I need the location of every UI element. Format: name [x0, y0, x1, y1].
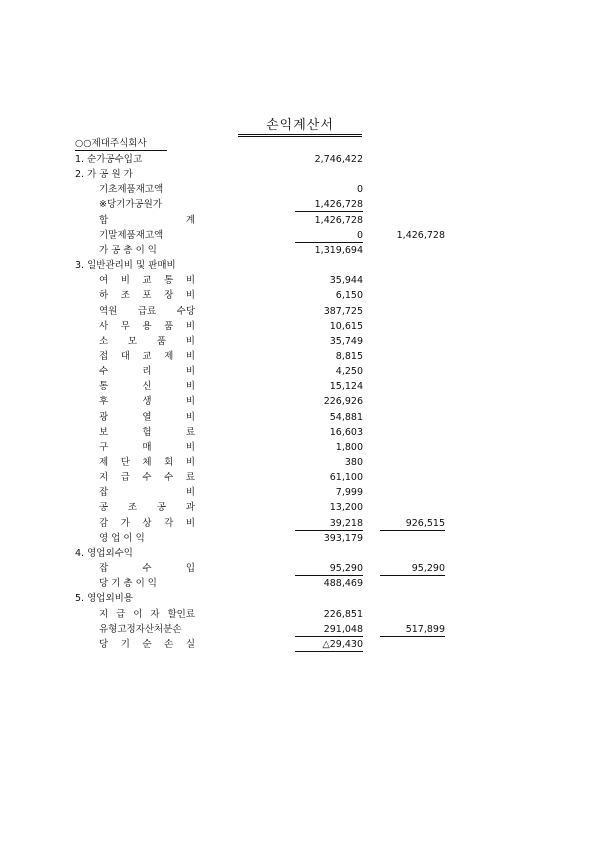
amount-detail: 54,881 [329, 411, 363, 423]
section-heading: 2. 가 공 원 가 [75, 169, 133, 181]
statement-row [0, 350, 595, 365]
statement-row [0, 229, 595, 244]
line-item-label: 당 기 총 이 익 [99, 578, 157, 590]
statement-row [0, 168, 595, 183]
amount-detail: 387,725 [323, 305, 363, 317]
line-item-label: 영 업 이 익 [99, 532, 145, 544]
amount-detail: 4,250 [335, 366, 363, 378]
statement-row [0, 562, 595, 577]
line-item-label: 수 리 비 [99, 366, 195, 378]
line-item-label: 잡 수 입 [99, 563, 195, 574]
amount-detail: 8,815 [335, 351, 363, 362]
amount-detail: 7,999 [335, 487, 363, 499]
statement-row [0, 153, 595, 168]
amount-detail: 35,749 [329, 335, 363, 347]
section-heading: 4. 영업외수익 [75, 547, 133, 559]
amount-detail: 0 [356, 184, 363, 196]
line-item-label: 잡 비 [99, 487, 195, 499]
line-item-label: 감 가 상 각 비 [99, 517, 195, 529]
statement-row [0, 198, 595, 213]
amount-detail: 16,603 [329, 426, 363, 438]
statement-row [0, 517, 595, 532]
amount-detail: 393,179 [323, 532, 363, 544]
statement-row [0, 395, 595, 410]
section-heading: 5. 영업외비용 [75, 593, 133, 605]
amount-detail: 1,319,694 [314, 244, 363, 256]
line-item-label: 통 신 비 [99, 381, 195, 393]
amount-detail: 35,944 [329, 275, 363, 287]
amount-detail: 488,469 [323, 578, 363, 590]
line-item-label: 사 무 용 품 비 [99, 320, 195, 332]
line-item-label: 소 모 품 비 [99, 335, 195, 347]
statement-row [0, 305, 595, 320]
amount-detail: 39,218 [295, 517, 363, 531]
amount-detail: 10,615 [329, 320, 363, 332]
amount-detail: 1,800 [335, 441, 363, 453]
section-heading: 1. 순가공수입고 [75, 154, 143, 165]
line-item-label: 가 공 총 이 익 [99, 244, 157, 256]
amount-total: 517,899 [380, 623, 445, 637]
amount-detail: 15,124 [329, 381, 363, 393]
amount-detail: 380 [344, 457, 363, 468]
line-item-label: 기말제품재고액 [99, 229, 164, 241]
statement-row [0, 411, 595, 426]
statement-row [0, 259, 595, 274]
line-item-label: 광 열 비 [99, 411, 195, 423]
line-item-label: 구 매 비 [99, 441, 195, 453]
statement-row [0, 532, 595, 547]
statement-row [0, 289, 595, 304]
amount-detail: 0 [295, 229, 363, 243]
statement-row [0, 592, 595, 607]
statement-row [0, 471, 595, 486]
company-name: ○○제대주식회사 [75, 137, 167, 151]
line-item-label: 보 험 료 [99, 426, 195, 438]
amount-detail: 226,851 [323, 608, 363, 620]
amount-detail: 1,426,728 [314, 214, 363, 226]
statement-row [0, 608, 595, 623]
statement-row [0, 456, 595, 471]
statement-row [0, 441, 595, 456]
amount-detail: △29,430 [295, 638, 363, 652]
line-item-label: 역원 급료 수당 [99, 305, 195, 317]
amount-detail: 6,150 [335, 290, 363, 302]
statement-row [0, 320, 595, 335]
amount-detail: 61,100 [329, 472, 363, 484]
line-item-label: 하 조 포 장 비 [99, 290, 195, 302]
statement-row [0, 501, 595, 516]
section-heading: 3. 일반관리비 및 판매비 [75, 260, 176, 272]
statement-row [0, 183, 595, 198]
line-item-label: ※당기가공원가 [99, 199, 163, 211]
amount-total: 1,426,728 [396, 229, 445, 241]
statement-row [0, 335, 595, 350]
line-item-label: 합 계 [99, 214, 195, 226]
statement-row [0, 638, 595, 653]
statement-row [0, 214, 595, 229]
line-item-label: 기초제품재고액 [99, 184, 164, 196]
statement-row [0, 623, 595, 638]
line-item-label: 공 조 공 과 [99, 502, 195, 514]
amount-detail: 95,290 [295, 562, 363, 576]
statement-row [0, 274, 595, 289]
line-item-label: 접 대 교 제 비 [99, 351, 195, 362]
amount-total: 926,515 [380, 517, 445, 531]
line-item-label: 지 급 수 수 료 [99, 472, 195, 484]
statement-row [0, 547, 595, 562]
line-item-label: 유형고정자산처분손 [99, 623, 182, 635]
document-title: 손익계산서 [238, 118, 362, 137]
line-item-label: 여 비 교 통 비 [99, 275, 195, 287]
statement-row [0, 244, 595, 259]
amount-total: 95,290 [380, 562, 445, 576]
line-item-label: 후 생 비 [99, 396, 195, 408]
amount-detail: 1,426,728 [295, 198, 363, 212]
amount-detail: 226,926 [323, 396, 363, 408]
amount-detail: 2,746,422 [314, 154, 363, 165]
line-item-label: 제 단 체 회 비 [99, 457, 195, 468]
amount-detail: 291,048 [295, 623, 363, 637]
statement-row [0, 365, 595, 380]
amount-detail: 13,200 [329, 502, 363, 514]
line-item-label: 지 급 이 자 할인료 [99, 608, 195, 620]
statement-row [0, 486, 595, 501]
statement-row [0, 380, 595, 395]
statement-row [0, 426, 595, 441]
line-item-label: 당 기 순 손 실 [99, 638, 195, 650]
statement-row [0, 577, 595, 592]
